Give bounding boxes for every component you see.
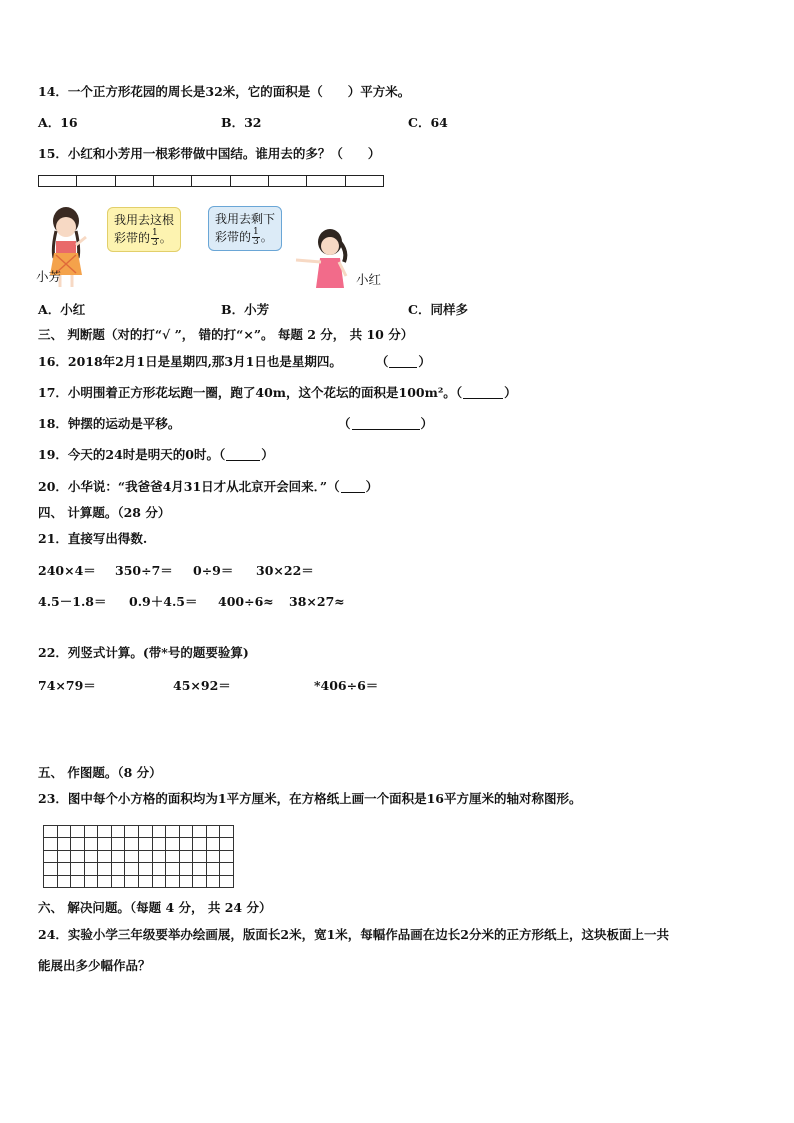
answer-blank[interactable]: [389, 355, 417, 368]
grid-cell[interactable]: [84, 837, 99, 850]
grid-cell[interactable]: [152, 837, 167, 850]
grid-cell[interactable]: [124, 875, 139, 888]
grid-cell[interactable]: [124, 837, 139, 850]
fraction-one-third: $\frac{1}{3}$: [253, 227, 259, 247]
question-24-line1: 24．实验小学三年级要举办绘画展，版面长2米，宽1米，每幅作品画在边长2分米的正方形纸上，这块板面上一共: [38, 927, 669, 942]
grid-cell[interactable]: [70, 825, 85, 838]
grid-cell[interactable]: [138, 850, 153, 863]
grid-cell[interactable]: [111, 850, 126, 863]
grid-cell[interactable]: [124, 825, 139, 838]
grid-cell[interactable]: [111, 862, 126, 875]
grid-cell[interactable]: [70, 837, 85, 850]
question-18: 18．钟摆的运动是平移。: [38, 416, 181, 431]
name-label-xiaofang: 小芳: [36, 269, 62, 284]
q15-option-b: B．小芳: [221, 302, 270, 317]
grid-cell[interactable]: [97, 825, 112, 838]
grid-cell[interactable]: [84, 825, 99, 838]
grid-cell[interactable]: [97, 850, 112, 863]
grid-cell[interactable]: [43, 837, 58, 850]
grid-cell[interactable]: [179, 875, 194, 888]
calc-item: 30×22＝: [256, 563, 314, 578]
question-17: 17．小明围着正方形花坛跑一圈，跑了40m，这个花坛的面积是100m²。（ ）: [38, 385, 517, 400]
grid-cell[interactable]: [165, 850, 180, 863]
ribbon-segment: [154, 176, 192, 186]
grid-cell[interactable]: [97, 862, 112, 875]
calc-item: 350÷7＝: [115, 563, 173, 578]
question-14: 14．一个正方形花园的周长是32米，它的面积是（ ）平方米。: [38, 84, 411, 99]
ribbon-segment: [307, 176, 345, 186]
grid-cell[interactable]: [57, 837, 72, 850]
grid-cell[interactable]: [192, 837, 207, 850]
grid-cell[interactable]: [152, 875, 167, 888]
grid-cell[interactable]: [219, 850, 234, 863]
name-label-xiaohong: 小红: [356, 272, 382, 287]
grid-cell[interactable]: [57, 825, 72, 838]
grid-cell[interactable]: [57, 862, 72, 875]
q15-option-a: A．小红: [38, 302, 86, 317]
question-24-line2: 能展出多少幅作品？: [38, 958, 151, 973]
grid-cell[interactable]: [124, 862, 139, 875]
bubble-text-line1: 我用去剩下: [215, 212, 276, 226]
grid-cell[interactable]: [206, 875, 221, 888]
grid-cell[interactable]: [57, 875, 72, 888]
q14-option-c: C．64: [408, 115, 448, 130]
grid-cell[interactable]: [138, 862, 153, 875]
vertical-calc-item: 45×92＝: [173, 678, 231, 693]
grid-cell[interactable]: [192, 862, 207, 875]
grid-cell[interactable]: [165, 837, 180, 850]
grid-cell[interactable]: [179, 850, 194, 863]
grid-cell[interactable]: [152, 862, 167, 875]
grid-cell[interactable]: [219, 837, 234, 850]
fraction-one-third: $\frac{1}{3}$: [152, 228, 158, 248]
ribbon-segment: [346, 176, 383, 186]
grid-cell[interactable]: [206, 837, 221, 850]
ribbon-segment: [231, 176, 269, 186]
grid-cell[interactable]: [84, 875, 99, 888]
answer-blank[interactable]: [463, 386, 503, 399]
grid-cell[interactable]: [84, 862, 99, 875]
question-16: 16．2018年2月1日是星期四,那3月1日也是星期四。 （ ）: [38, 354, 431, 369]
ribbon-segment: [192, 176, 230, 186]
grid-cell[interactable]: [165, 825, 180, 838]
calc-item: 38×27≈: [289, 594, 345, 609]
grid-cell[interactable]: [192, 850, 207, 863]
grid-cell[interactable]: [70, 862, 85, 875]
answer-blank[interactable]: [226, 448, 260, 461]
grid-cell[interactable]: [124, 850, 139, 863]
q14-option-a: A．16: [38, 115, 78, 130]
grid-cell[interactable]: [138, 837, 153, 850]
grid-cell[interactable]: [206, 850, 221, 863]
ribbon-segment: [39, 176, 77, 186]
grid-cell[interactable]: [179, 825, 194, 838]
grid-cell[interactable]: [97, 837, 112, 850]
calc-item: 240×4＝: [38, 563, 96, 578]
question-15: 15．小红和小芳用一根彩带做中国结。谁用去的多？（ ）: [38, 146, 381, 161]
grid-cell[interactable]: [43, 862, 58, 875]
girl-xiaohong-illustration: [288, 226, 358, 292]
speech-bubble-xiaohong: [208, 206, 282, 251]
grid-cell[interactable]: [70, 850, 85, 863]
calc-item: 400÷6≈: [218, 594, 274, 609]
grid-cell[interactable]: [219, 825, 234, 838]
question-22-title: 22．列竖式计算。(带*号的题要验算): [38, 645, 249, 660]
calc-item: 4.5－1.8＝: [38, 594, 107, 609]
ribbon-segment: [269, 176, 307, 186]
grid-cell[interactable]: [43, 850, 58, 863]
vertical-calc-item: 74×79＝: [38, 678, 96, 693]
grid-cell[interactable]: [43, 875, 58, 888]
ribbon-diagram: [38, 175, 384, 187]
calc-item: 0÷9＝: [193, 563, 234, 578]
grid-cell[interactable]: [192, 875, 207, 888]
grid-cell[interactable]: [43, 825, 58, 838]
grid-cell[interactable]: [192, 825, 207, 838]
calc-item: 0.9＋4.5＝: [129, 594, 198, 609]
vertical-calc-item: *406÷6＝: [314, 678, 379, 693]
question-20: 20．小华说：“我爸爸4月31日才从北京开会回来．”（ ）: [38, 479, 379, 494]
question-21-title: 21．直接写出得数.: [38, 531, 148, 546]
q14-option-b: B．32: [221, 115, 262, 130]
q18-answer: （ ）: [338, 416, 434, 431]
grid-cell[interactable]: [84, 850, 99, 863]
grid-cell[interactable]: [179, 837, 194, 850]
grid-cell[interactable]: [206, 825, 221, 838]
grid-cell[interactable]: [111, 825, 126, 838]
grid-cell[interactable]: [152, 850, 167, 863]
answer-blank[interactable]: [352, 417, 420, 430]
grid-cell[interactable]: [165, 862, 180, 875]
grid-cell[interactable]: [138, 875, 153, 888]
section-4-heading: 四、 计算题。（28 分）: [38, 505, 171, 520]
grid-cell[interactable]: [97, 875, 112, 888]
grid-cell[interactable]: [219, 862, 234, 875]
bubble-text-line2: 彩带的 $\frac{1}{3}$ 。: [114, 228, 172, 248]
section-5-heading: 五、 作图题。（8 分）: [38, 765, 162, 780]
section-3-heading: 三、 判断题（对的打“√ ”， 错的打“×”。 每题 2 分， 共 10 分）: [38, 327, 414, 342]
grid-cell[interactable]: [165, 875, 180, 888]
grid-cell[interactable]: [111, 875, 126, 888]
grid-cell[interactable]: [111, 837, 126, 850]
question-23: 23．图中每个小方格的面积均为1平方厘米，在方格纸上画一个面积是16平方厘米的轴对称图形。: [38, 791, 582, 806]
bubble-text-line1: 我用去这根: [114, 213, 175, 227]
grid-cell[interactable]: [206, 862, 221, 875]
bubble-text-line2: 彩带的 $\frac{1}{3}$ 。: [215, 227, 273, 247]
q15-option-c: C．同样多: [408, 302, 468, 317]
ribbon-segment: [77, 176, 115, 186]
grid-cell[interactable]: [179, 862, 194, 875]
ribbon-segment: [116, 176, 154, 186]
speech-bubble-xiaofang: [107, 207, 181, 252]
answer-blank[interactable]: [341, 480, 365, 493]
question-19: 19．今天的24时是明天的0时。（ ）: [38, 447, 274, 462]
grid-cell[interactable]: [70, 875, 85, 888]
grid-cell[interactable]: [57, 850, 72, 863]
section-6-heading: 六、 解决问题。（每题 4 分， 共 24 分）: [38, 900, 272, 915]
grid-cell[interactable]: [219, 875, 234, 888]
square-grid-paper[interactable]: [43, 825, 233, 887]
grid-cell[interactable]: [138, 825, 153, 838]
grid-cell[interactable]: [152, 825, 167, 838]
